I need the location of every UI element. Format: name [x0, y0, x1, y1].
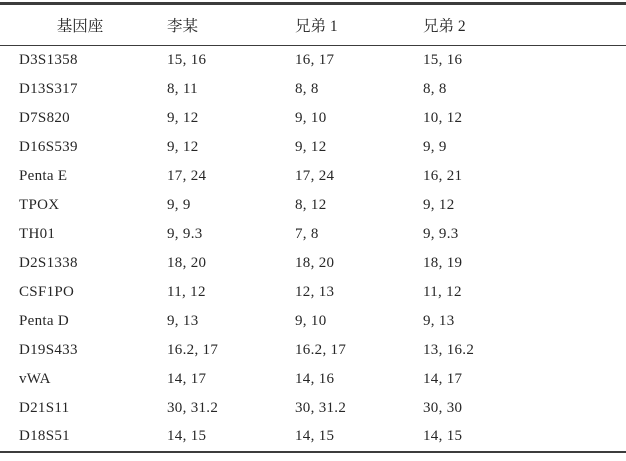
header-row — [0, 4, 626, 46]
column-header-limou: 李某 — [167, 18, 199, 35]
locus-cell: D18S51 — [19, 428, 70, 444]
column-header-brother1: 兄弟 1 — [295, 18, 338, 35]
table-row — [0, 249, 626, 278]
brother1-genotype-cell: 16.2, 17 — [295, 341, 347, 358]
brother2-genotype-cell: 9, 9 — [423, 138, 447, 155]
brother1-genotype-cell: 18, 20 — [295, 254, 335, 271]
brother2-genotype-cell: 8, 8 — [423, 80, 447, 97]
table-row — [0, 133, 626, 162]
table-row — [0, 423, 626, 452]
brother2-genotype-cell: 11, 12 — [423, 283, 462, 300]
brother2-genotype-cell: 16, 21 — [423, 167, 463, 184]
limou-genotype-cell: 15, 16 — [167, 51, 207, 68]
locus-cell: vWA — [19, 370, 51, 387]
brother2-genotype-cell: 14, 15 — [423, 428, 463, 444]
limou-genotype-cell: 9, 9.3 — [167, 225, 203, 242]
locus-cell: Penta D — [19, 312, 70, 329]
locus-cell: D3S1358 — [19, 51, 78, 68]
brother2-genotype-cell: 14, 17 — [423, 370, 463, 387]
limou-genotype-cell: 18, 20 — [167, 254, 207, 271]
locus-cell: Penta E — [19, 167, 68, 184]
limou-genotype-cell: 9, 9 — [167, 196, 191, 213]
table-row — [0, 220, 626, 249]
table-row — [0, 75, 626, 104]
locus-cell: TH01 — [19, 225, 56, 242]
locus-cell: D7S820 — [19, 109, 70, 126]
brother1-genotype-cell: 14, 16 — [295, 370, 335, 387]
table-row — [0, 104, 626, 133]
limou-genotype-cell: 17, 24 — [167, 167, 207, 184]
table-row — [0, 46, 626, 75]
brother1-genotype-cell: 7, 8 — [295, 225, 319, 242]
limou-genotype-cell: 11, 12 — [167, 283, 206, 300]
limou-genotype-cell: 9, 13 — [167, 312, 199, 329]
brother2-genotype-cell: 13, 16.2 — [423, 341, 475, 358]
locus-cell: TPOX — [19, 196, 60, 213]
column-header-locus: 基因座 — [56, 18, 104, 35]
brother1-genotype-cell: 12, 13 — [295, 283, 335, 300]
str-genotype-table — [0, 2, 626, 453]
table-row — [0, 307, 626, 336]
limou-genotype-cell: 30, 31.2 — [167, 399, 219, 416]
table-row — [0, 278, 626, 307]
brother2-genotype-cell: 15, 16 — [423, 51, 463, 68]
brother1-genotype-cell: 17, 24 — [295, 167, 335, 184]
brother1-genotype-cell: 9, 10 — [295, 109, 327, 126]
brother1-genotype-cell: 9, 12 — [295, 138, 327, 155]
brother2-genotype-cell: 9, 12 — [423, 196, 455, 213]
brother2-genotype-cell: 30, 30 — [423, 399, 463, 416]
locus-cell: D21S11 — [19, 399, 70, 416]
table-row — [0, 394, 626, 423]
brother1-genotype-cell: 8, 8 — [295, 80, 319, 97]
limou-genotype-cell: 9, 12 — [167, 138, 199, 155]
brother2-genotype-cell: 18, 19 — [423, 254, 463, 271]
brother1-genotype-cell: 9, 10 — [295, 312, 327, 329]
limou-genotype-cell: 14, 15 — [167, 428, 207, 444]
brother2-genotype-cell: 9, 13 — [423, 312, 455, 329]
limou-genotype-cell: 14, 17 — [167, 370, 207, 387]
table-row — [0, 191, 626, 220]
brother1-genotype-cell: 8, 12 — [295, 196, 327, 213]
limou-genotype-cell: 8, 11 — [167, 80, 198, 97]
brother1-genotype-cell: 14, 15 — [295, 428, 335, 444]
limou-genotype-cell: 16.2, 17 — [167, 341, 219, 358]
brother2-genotype-cell: 10, 12 — [423, 109, 463, 126]
locus-cell: CSF1PO — [19, 283, 75, 300]
locus-cell: D2S1338 — [19, 254, 78, 271]
limou-genotype-cell: 9, 12 — [167, 109, 199, 126]
brother2-genotype-cell: 9, 9.3 — [423, 225, 459, 242]
column-header-brother2: 兄弟 2 — [423, 18, 466, 35]
brother1-genotype-cell: 30, 31.2 — [295, 399, 347, 416]
locus-cell: D13S317 — [19, 80, 78, 97]
table-row — [0, 162, 626, 191]
locus-cell: D19S433 — [19, 341, 78, 358]
brother1-genotype-cell: 16, 17 — [295, 51, 335, 68]
locus-cell: D16S539 — [19, 138, 78, 155]
table-row — [0, 365, 626, 394]
table-row — [0, 336, 626, 365]
